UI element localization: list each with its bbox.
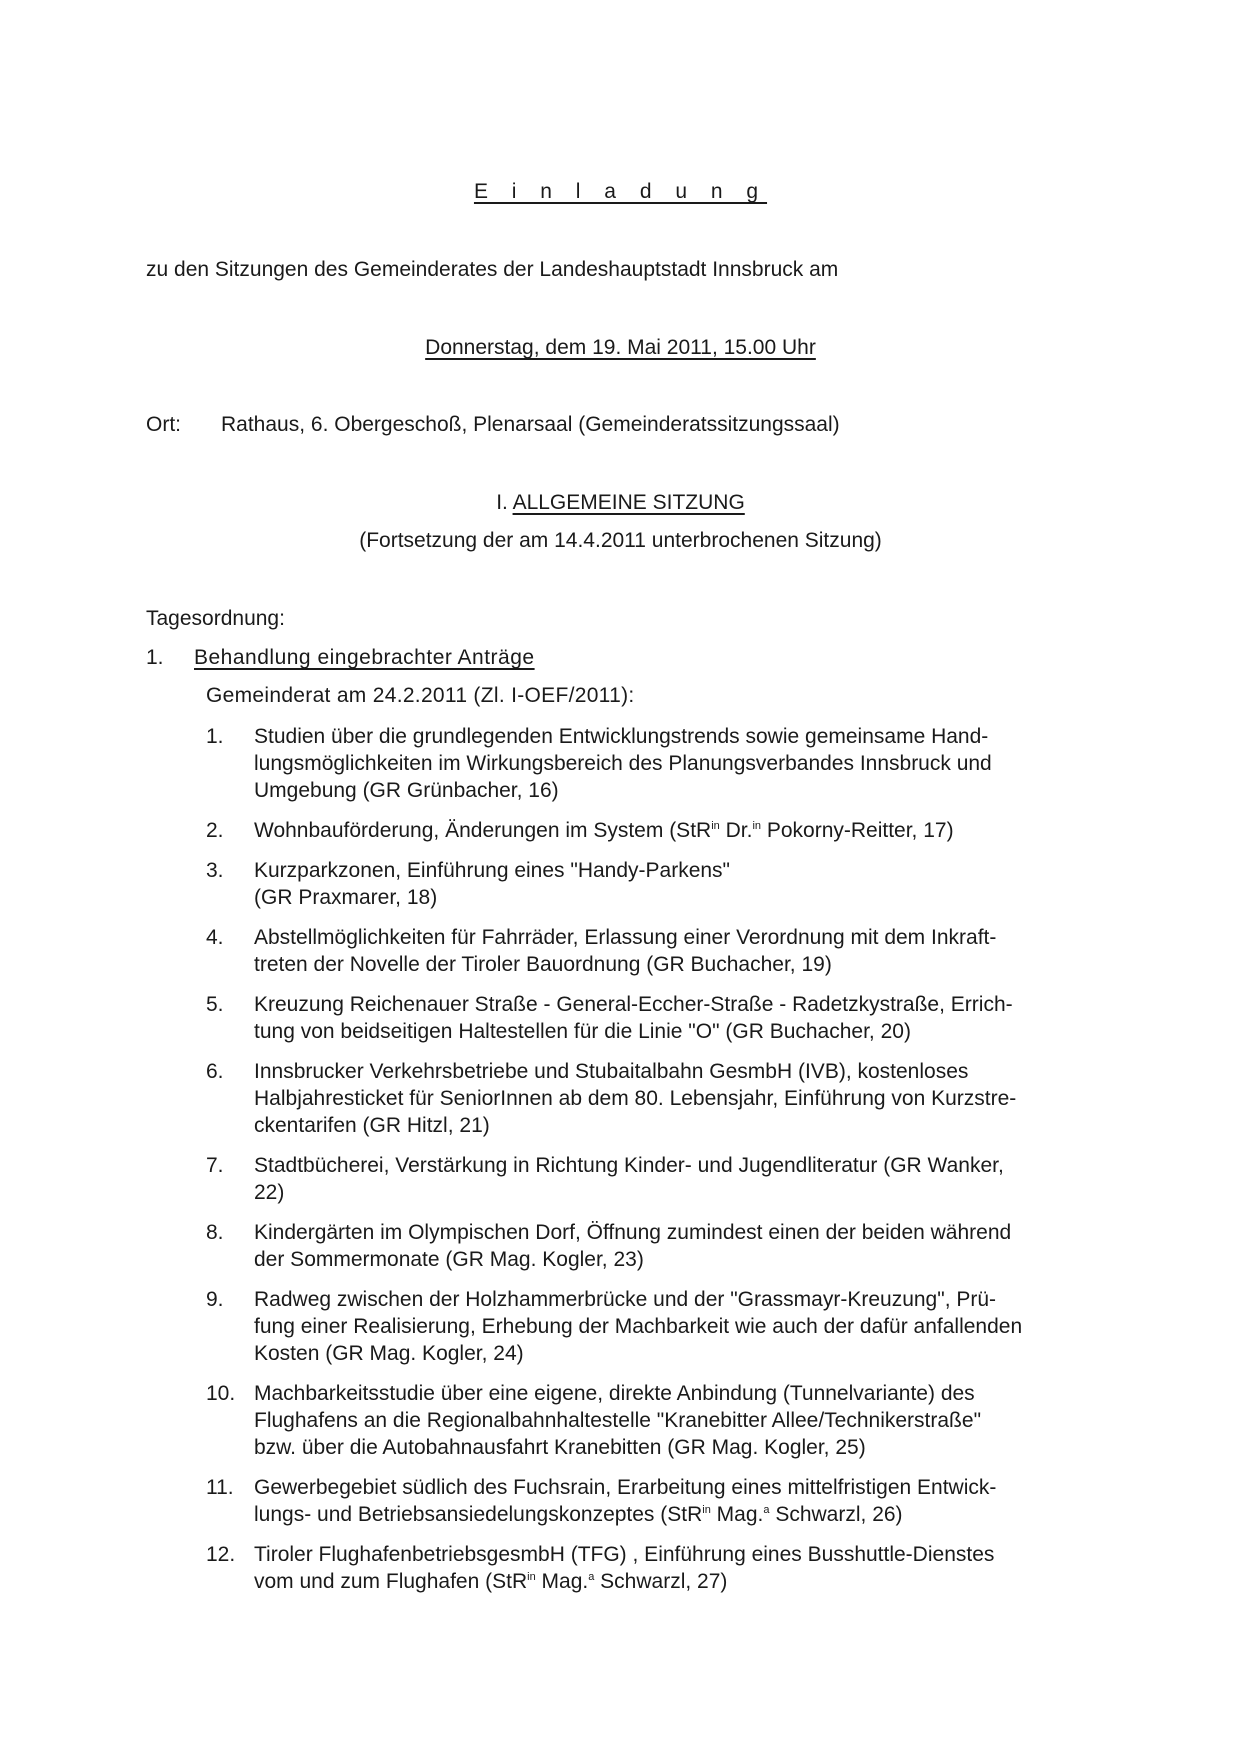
agenda-label: Tagesordnung:	[146, 607, 285, 630]
agenda-item	[206, 1286, 1106, 1367]
agenda-item-list	[206, 723, 1106, 1608]
agenda-item	[206, 1152, 1106, 1206]
agenda-item-text: Kindergärten im Olympischen Dorf, Öffnung zumindest einen der beiden während der Sommermonate (GR Mag. Kogler, 23)	[254, 1221, 1012, 1271]
session-reference: Gemeinderat am 24.2.2011 (Zl. I-OEF/2011):	[206, 684, 635, 707]
agenda-item-number: 11.	[206, 1476, 234, 1499]
section-subtitle: (Fortsetzung der am 14.4.2011 unterbrochenen Sitzung)	[359, 529, 882, 552]
agenda-item-number: 2.	[206, 819, 224, 842]
agenda-item-text: Abstellmöglichkeiten für Fahrräder, Erlassung einer Verordnung mit dem Inkraft- treten der Novelle der Tiroler Bauordnung (GR Buchacher, 19)	[254, 926, 997, 976]
agenda-item-text: Kreuzung Reichenauer Straße - General-Eccher-Straße - Radetzkystraße, Errich- tung von beidseitigen Haltestellen für die Linie "O" (GR Buchacher, 20)	[254, 993, 1013, 1043]
agenda-item	[206, 1058, 1106, 1139]
section-heading	[0, 489, 1241, 516]
location-label: Ort:	[146, 413, 181, 436]
agenda-top-number: 1.	[146, 646, 164, 669]
agenda-item-text: Kurzparkzonen, Einführung eines "Handy-Parkens" (GR Praxmarer, 18)	[254, 859, 731, 909]
agenda-item-number: 9.	[206, 1288, 224, 1311]
agenda-item	[206, 857, 1106, 911]
agenda-item-number: 3.	[206, 859, 224, 882]
agenda-item-number: 4.	[206, 926, 224, 949]
agenda-item	[206, 1474, 1106, 1528]
session-date: Donnerstag, dem 19. Mai 2011, 15.00 Uhr	[425, 336, 816, 359]
agenda-item-text: Innsbrucker Verkehrsbetriebe und Stubaitalbahn GesmbH (IVB), kostenloses Halbjahresticket für SeniorInnen ab dem 80. Lebensjahr, Einführung von Kurzstre- ckentarifen (GR Hitzl, 21)	[254, 1060, 1017, 1137]
location-value: Rathaus, 6. Obergeschoß, Plenarsaal (Gemeinderatssitzungssaal)	[221, 413, 840, 436]
agenda-item-text: Gewerbegebiet südlich des Fuchsrain, Erarbeitung eines mittelfristigen Entwick- lungs- und Betriebsansiedelungskonzeptes (StR$^{in}$ Mag.$^a$ Schwarzl, 26)	[254, 1476, 997, 1526]
agenda-item	[206, 817, 1106, 844]
agenda-item-number: 10.	[206, 1382, 236, 1405]
agenda-item-number: 12.	[206, 1543, 236, 1566]
agenda-item	[206, 1219, 1106, 1273]
agenda-item-text: Wohnbauförderung, Änderungen im System (StR$^{in}$ Dr.$^{in}$ Pokorny-Reitter, 17)	[254, 819, 954, 842]
agenda-item-number: 1.	[206, 725, 224, 748]
agenda-item-number: 5.	[206, 993, 224, 1016]
document-title: E i n l a d u n g	[473, 180, 768, 203]
agenda-top-title: Behandlung eingebrachter Anträge	[194, 646, 535, 669]
agenda-item	[206, 723, 1106, 804]
agenda-item	[206, 1380, 1106, 1461]
section-number: I.	[496, 491, 508, 514]
agenda-item-number: 8.	[206, 1221, 224, 1244]
agenda-item-text: Tiroler FlughafenbetriebsgesmbH (TFG) , Einführung eines Busshuttle-Dienstes vom und zum Flughafen (StR$^{in}$ Mag.$^a$ Schwarzl, 27)	[254, 1543, 995, 1593]
agenda-item	[206, 991, 1106, 1045]
agenda-item-text: Radweg zwischen der Holzhammerbrücke und der "Grassmayr-Kreuzung", Prü- fung einer Realisierung, Erhebung der Machbarkeit wie auch der dafür anfallenden Kosten (GR Mag. Kogler, 24)	[254, 1288, 1023, 1365]
agenda-item-number: 6.	[206, 1060, 224, 1083]
agenda-item-text: Stadtbücherei, Verstärkung in Richtung Kinder- und Jugendliteratur (GR Wanker, 22)	[254, 1154, 1004, 1204]
agenda-item	[206, 1541, 1106, 1595]
agenda-item	[206, 924, 1106, 978]
agenda-item-text: Machbarkeitsstudie über eine eigene, direkte Anbindung (Tunnelvariante) des Flughafens an die Regionalbahnhaltestelle "Kranebitter Allee/Technikerstraße" bzw. über die Autobahnausfahrt Kranebitten (GR Mag. Kogler, 25)	[254, 1382, 982, 1459]
agenda-item-text: Studien über die grundlegenden Entwicklungstrends sowie gemeinsame Hand- lungsmöglichkeiten im Wirkungsbereich des Planungsverbandes Innsbruck und Umgebung (GR Grünbacher, 16)	[254, 725, 992, 802]
invitation-intro: zu den Sitzungen des Gemeinderates der Landeshauptstadt Innsbruck am	[146, 258, 839, 281]
section-title: ALLGEMEINE SITZUNG	[512, 491, 745, 514]
agenda-item-number: 7.	[206, 1154, 224, 1177]
